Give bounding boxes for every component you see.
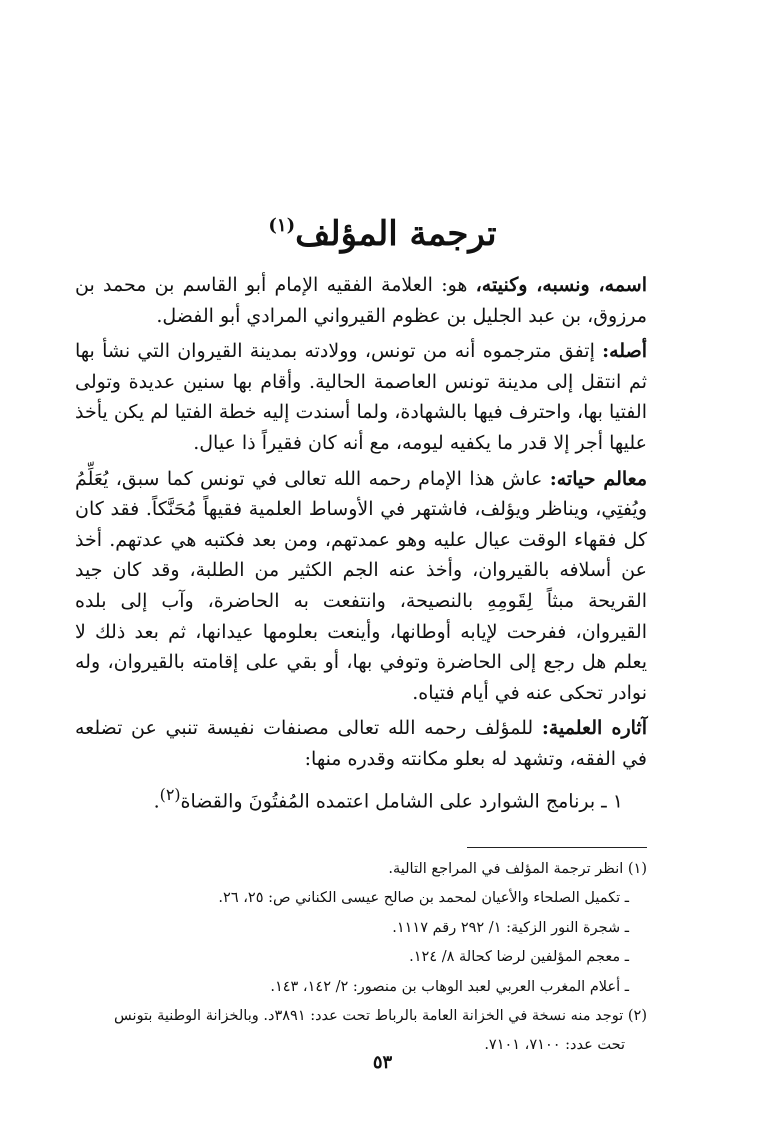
paragraph-life-heading: معالم حياته:: [549, 467, 647, 490]
page-number: ٥٣: [372, 1052, 393, 1073]
paragraph-works-heading: آثاره العلمية:: [541, 717, 647, 740]
footnotes: [75, 855, 647, 1061]
footnote-1-ref: ـ تكميل الصلحاء والأعيان لمحمد بن صالح عيسى الكناني ص: ٢٥، ٢٦.: [218, 890, 629, 907]
paragraph-works: [75, 713, 647, 774]
works-list-item-1-footnote-ref: (٢): [159, 784, 181, 804]
works-list-item-1-text: ١ ـ برنامج الشوارد على الشامل اعتمده المُفتُونَ والقضاة: [180, 789, 623, 812]
main-text: [75, 270, 647, 821]
footnote-2-line-1: (٢) توجد منه نسخة في الخزانة العامة بالرباط تحت عدد: ٣٨٩١د. وبالخزانة الوطنية بتونس: [114, 1008, 647, 1025]
footnote-2-line-2: تحت عدد: ٧١٠٠، ٧١٠١.: [484, 1037, 625, 1054]
title-text: ترجمة المؤلف: [295, 214, 497, 254]
paragraph-life-text: عاش هذا الإمام رحمه الله تعالى في تونس كما سبق، يُعَلِّمُ ويُفتِي، ويناظر ويؤلف، فاشتهر في الأوساط العلمية فقيهاً مُحَنَّكاً. فقد كان كل فقهاء الوقت عيال عليه وهو عمدتهم، ومن بعد فكتبه هي عدتهم. أخذ عن أسلافه بالقيروان، وأخذ عنه الجم الكثير من الطلبة، وقد كان جيد القريحة مبثاً لِقَومِهِ بالنصيحة، وانتفعت به الحاضرة، وآب إلى بلده القيروان، ففرحت لإيابه أوطانها، وأينعت بعلومها عيدانها، ثم بعد ذلك لا يعلم هل رجع إلى الحاضرة وتوفي بها، أو بقي على إقامته بالقيروان، وله نوادر تحكى عنه في أيام فتياه.: [75, 467, 647, 704]
paragraph-origin-text: إتفق مترجموه أنه من تونس، وولادته بمدينة القيروان التي نشأ بها ثم انتقل إلى مدينة تونس العاصمة الحالية. وأقام بها سنين عديدة وتولى الفتيا بها، واحترف فيها بالشهادة، ولما أسندت إليه خطة الفتيا لم يكن يأخذ عليها أجر إلا قدر ما يكفيه ليومه، مع أنه كان فقيراً ذا عيال.: [75, 340, 647, 454]
paragraph-origin: [75, 336, 647, 458]
paragraph-life: [75, 464, 647, 709]
paragraph-name-heading: اسمه، ونسبه، وكنيته،: [475, 274, 648, 296]
works-list-item-1: [75, 780, 647, 817]
paragraph-name-text: هو: العلامة الفقيه الإمام أبو القاسم بن محمد بن مرزوق، بن عبد الجليل بن عظوم القيرواني المرادي أبو الفضل.: [75, 274, 647, 327]
paragraph-works-text: للمؤلف رحمه الله تعالى مصنفات نفيسة تنبي عن تضلعه في الفقه، وتشهد له بعلو مكانته وقدره منها:: [75, 717, 647, 770]
footnote-1-intro: (١) انظر ترجمة المؤلف في المراجع التالية.: [388, 861, 647, 877]
footnote-1-ref: ـ شجرة النور الزكية: ١/ ٢٩٢ رقم ١١١٧.: [392, 919, 629, 936]
footnote-1-ref: ـ معجم المؤلفين لرضا كحالة ٨/ ١٢٤.: [409, 949, 629, 966]
paragraph-name: [75, 270, 647, 331]
works-list-item-1-end: .: [153, 789, 160, 812]
title-footnote-ref: (١): [268, 215, 296, 236]
footnote-1-ref: ـ أعلام المغرب العربي لعبد الوهاب بن منصور: ٢/ ١٤٢، ١٤٣.: [270, 978, 629, 995]
page-title: [0, 196, 765, 264]
paragraph-origin-heading: أصله:: [602, 340, 647, 363]
footnote-divider: [467, 847, 647, 848]
